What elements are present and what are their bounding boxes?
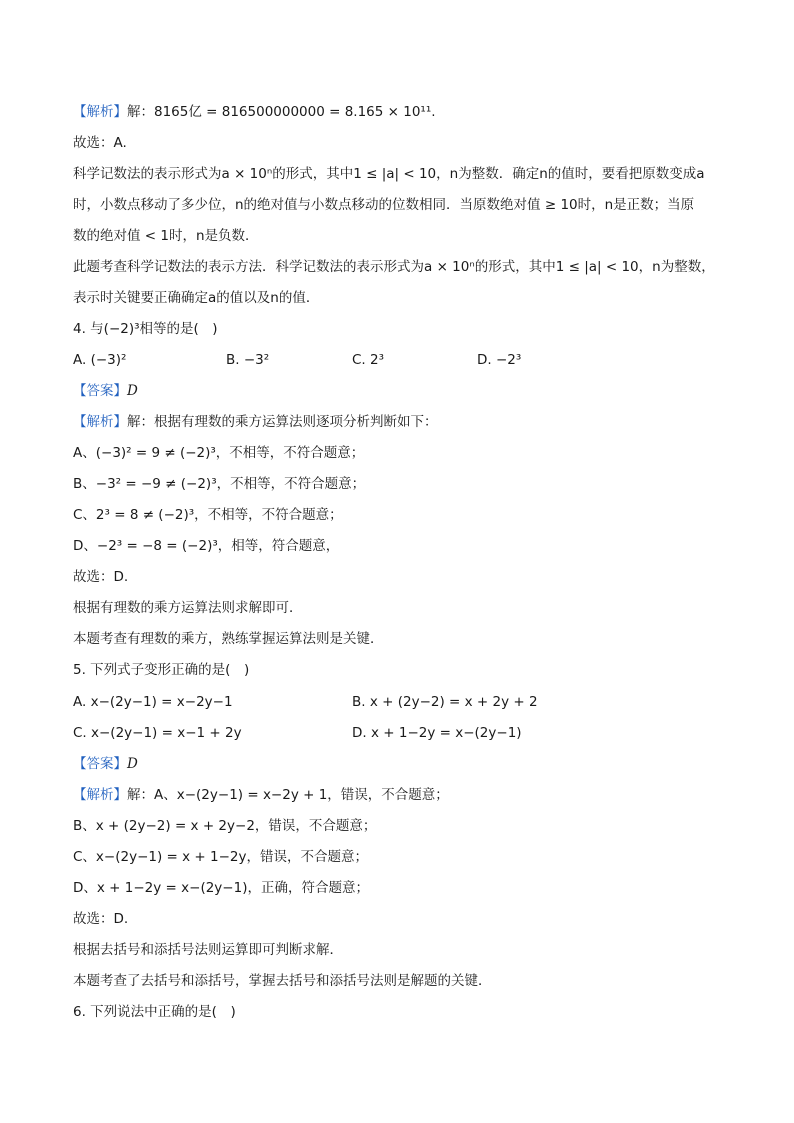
solution-line: B、−3² = −9 ≠ (−2)³，不相等，不符合题意； <box>73 476 366 492</box>
explanation-line: 科学记数法的表示形式为a × 10ⁿ的形式，其中1 ≤ |a| < 10，n为整数．确定n的值时，要看把原数变成a <box>73 166 705 182</box>
solution-line: B、x + (2y−2) = x + 2y−2，错误，不合题意； <box>73 818 377 834</box>
answer-choice-line: 故选：A. <box>73 135 127 151</box>
solution-text: 解：根据有理数的乘方运算法则逐项分析判断如下： <box>127 414 438 430</box>
summary-line: 表示时关键要正确确定a的值以及n的值． <box>73 290 320 306</box>
solution-line <box>73 785 449 805</box>
question-4-options <box>73 350 723 370</box>
answer-value: D <box>127 383 138 399</box>
option-b: B. x + (2y−2) = x + 2y + 2 <box>352 694 538 710</box>
question-6: 6. 下列说法中正确的是( ) <box>73 1004 236 1020</box>
question-4: 4. 与(−2)³相等的是( ) <box>73 321 218 337</box>
solution-line: C、x−(2y−1) = x + 1−2y，错误，不合题意； <box>73 849 368 865</box>
option-b: B. −3² <box>226 352 270 368</box>
summary-line: 本题考查有理数的乘方，熟练掌握运算法则是关键． <box>73 631 384 647</box>
option-d: D. x + 1−2y = x−(2y−1) <box>352 725 522 741</box>
analysis-tag: 【解析】 <box>73 104 127 120</box>
option-d: D. −2³ <box>477 352 522 368</box>
answer-tag: 【答案】 <box>73 383 127 399</box>
option-a: A. (−3)² <box>73 352 127 368</box>
explanation-line: 根据有理数的乘方运算法则求解即可． <box>73 600 303 616</box>
question-5: 5. 下列式子变形正确的是( ) <box>73 662 250 678</box>
option-a: A. x−(2y−1) = x−2y−1 <box>73 694 233 710</box>
question-5-options-row-2 <box>73 723 723 743</box>
solution-line: A、(−3)² = 9 ≠ (−2)³，不相等，不符合题意； <box>73 445 365 461</box>
answer-value: D <box>127 756 138 772</box>
option-c: C. x−(2y−1) = x−1 + 2y <box>73 725 242 741</box>
option-c: C. 2³ <box>352 352 385 368</box>
solution-text: 解：A、x−(2y−1) = x−2y + 1，错误，不合题意； <box>127 787 449 803</box>
solution-line: C、2³ = 8 ≠ (−2)³，不相等，不符合题意； <box>73 507 343 523</box>
explanation-line: 时，小数点移动了多少位，n的绝对值与小数点移动的位数相同．当原数绝对值 ≥ 10时，n是正数；当原 <box>73 197 695 213</box>
solution-text: 解：8165亿 = 816500000000 = 8.165 × 10¹¹. <box>127 104 436 120</box>
summary-line: 本题考查了去括号和添括号，掌握去括号和添括号法则是解题的关键． <box>73 973 492 989</box>
solution-line <box>73 102 436 122</box>
analysis-tag: 【解析】 <box>73 414 127 430</box>
solution-line: D、−2³ = −8 = (−2)³，相等，符合题意， <box>73 538 340 554</box>
analysis-tag: 【解析】 <box>73 787 127 803</box>
answer-tag: 【答案】 <box>73 756 127 772</box>
answer-line <box>73 754 138 774</box>
solution-line <box>73 412 438 432</box>
explanation-line: 数的绝对值 < 1时，n是负数． <box>73 228 259 244</box>
summary-line: 此题考查科学记数法的表示方法．科学记数法的表示形式为a × 10ⁿ的形式，其中1 ≤ |a| < 10，n为整数， <box>73 259 715 275</box>
explanation-line: 根据去括号和添括号法则运算即可判断求解． <box>73 942 343 958</box>
question-5-options-row-1 <box>73 692 723 712</box>
answer-choice-line: 故选：D. <box>73 911 129 927</box>
answer-line <box>73 381 138 401</box>
answer-choice-line: 故选：D. <box>73 569 129 585</box>
solution-line: D、x + 1−2y = x−(2y−1)，正确，符合题意； <box>73 880 369 896</box>
